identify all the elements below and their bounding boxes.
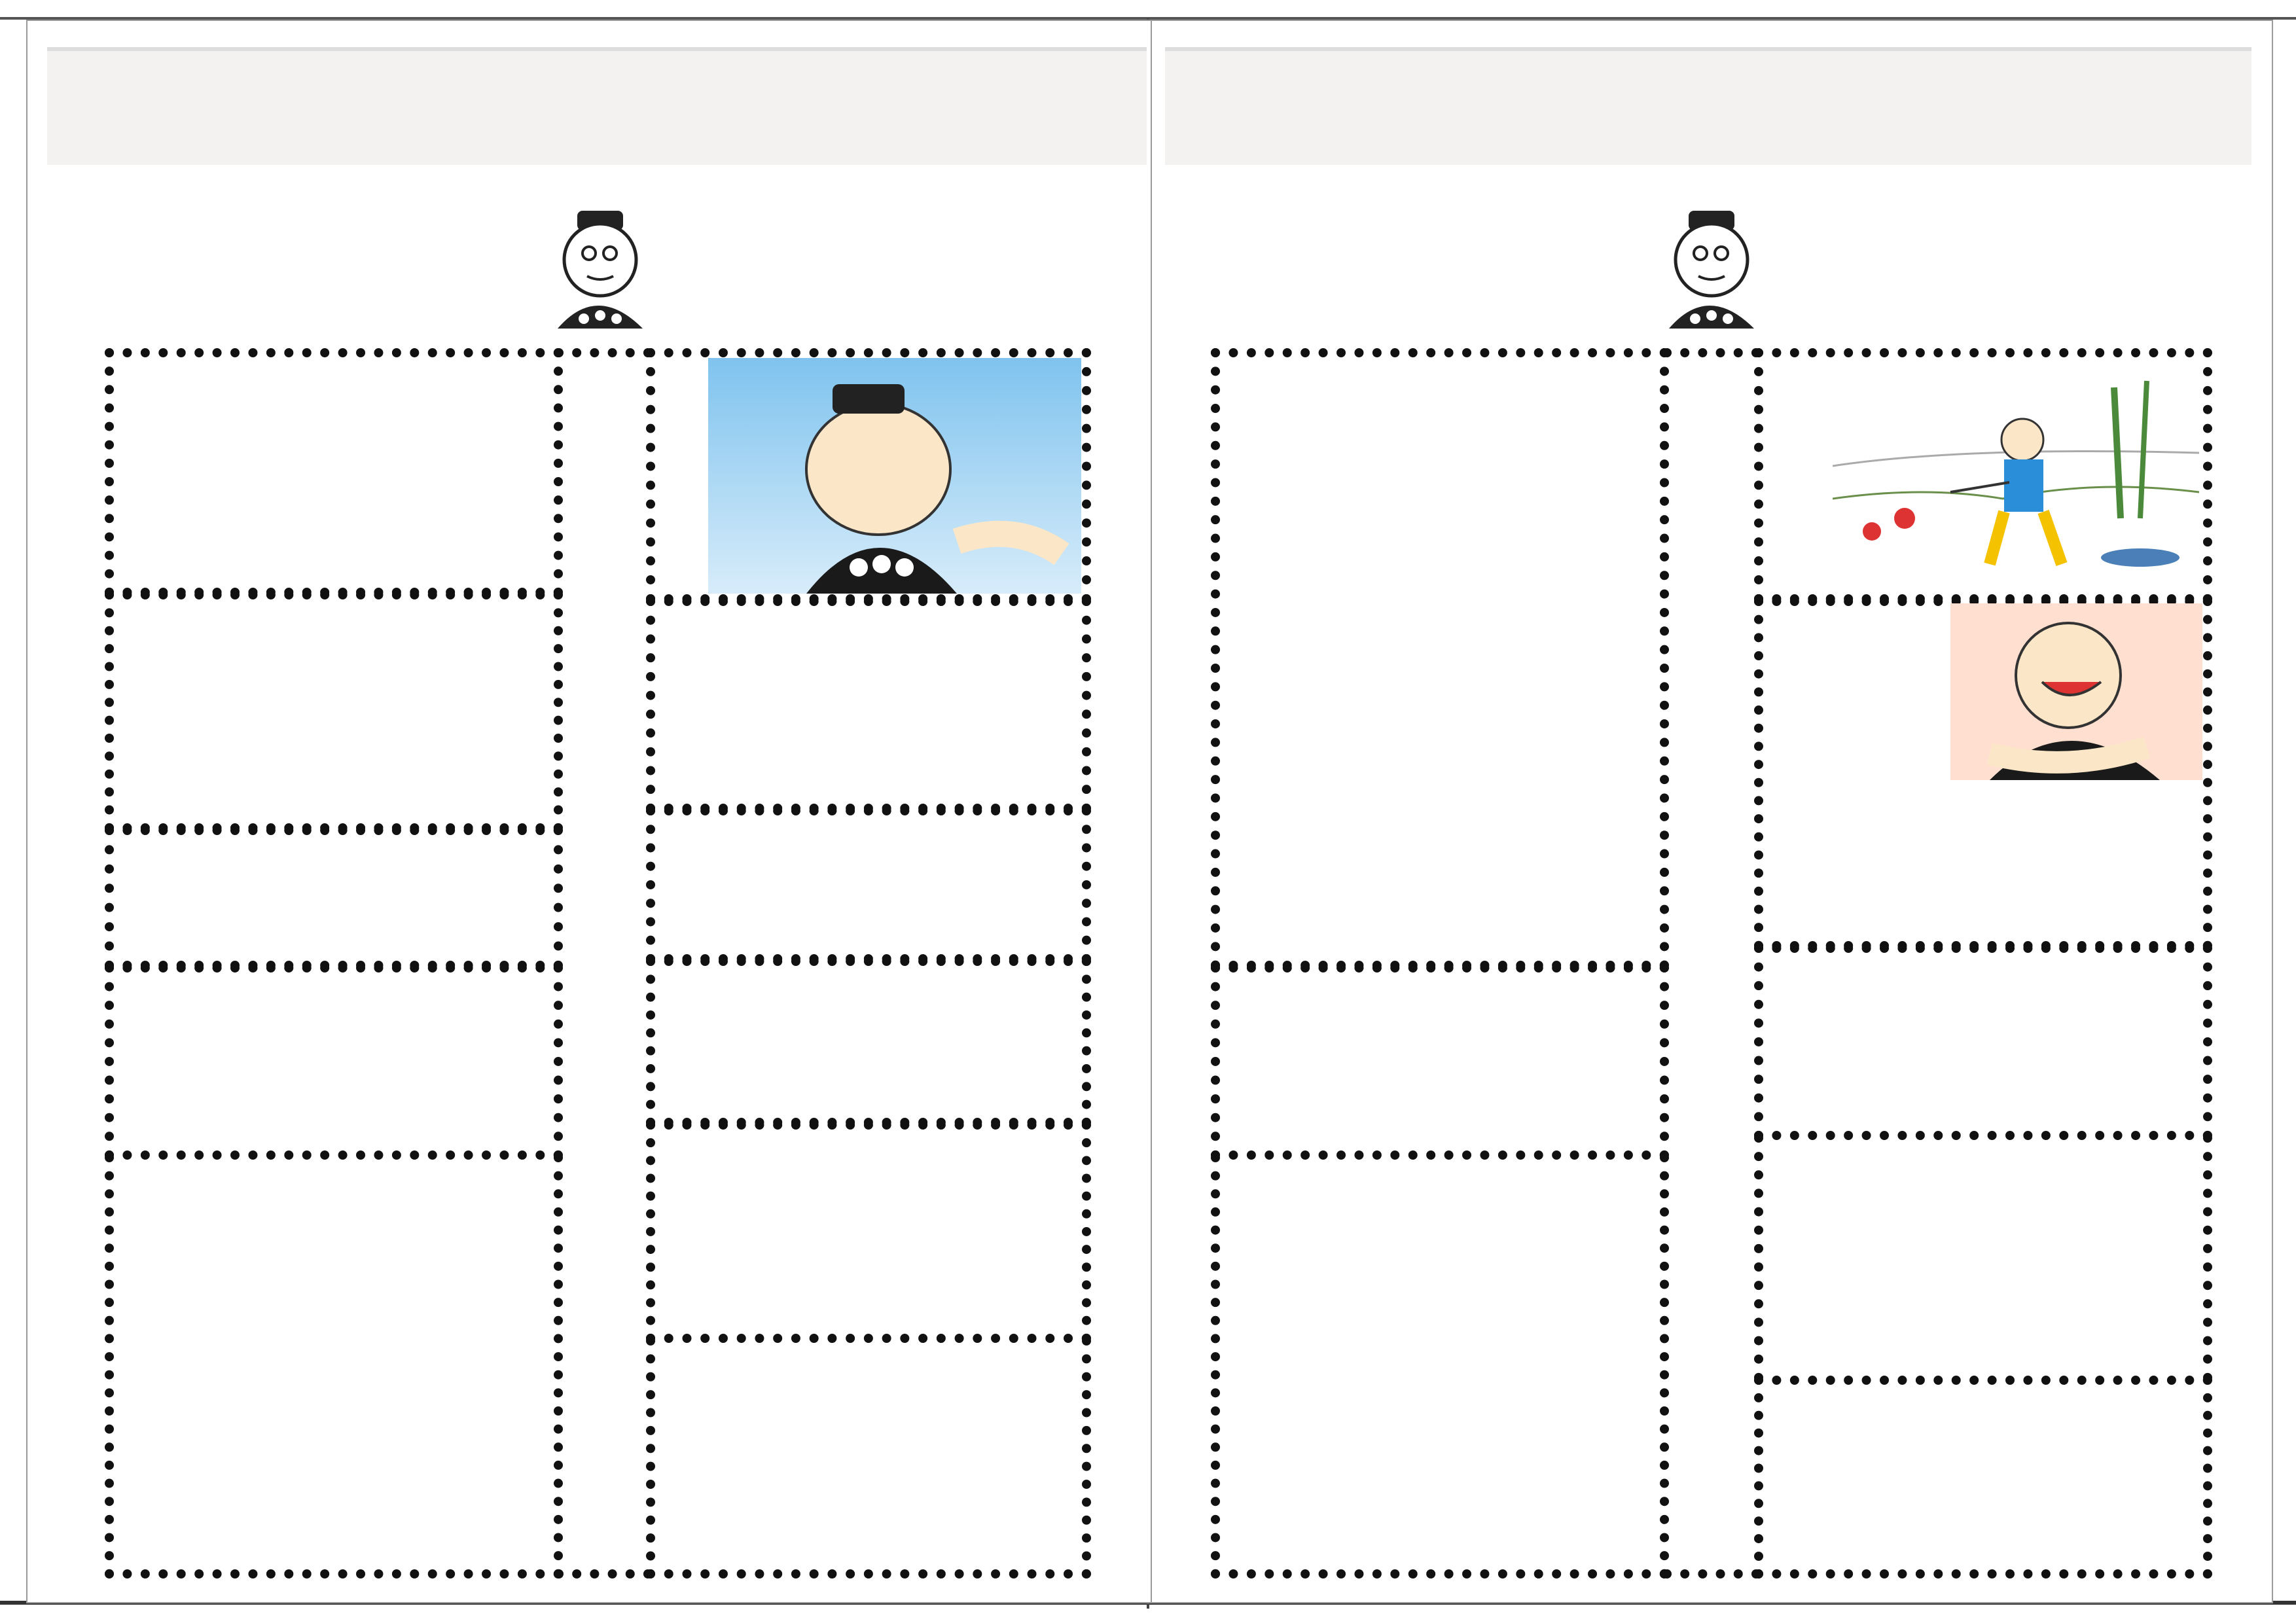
panel-title xyxy=(1165,47,2251,165)
brain-box xyxy=(646,806,1091,963)
riddle-box xyxy=(105,963,563,1160)
panel-title xyxy=(47,47,1147,165)
gold-figure-panel xyxy=(708,358,1081,594)
slogan-box xyxy=(554,348,653,1578)
position-rows xyxy=(1833,793,2199,944)
dead-figure-panel xyxy=(1950,603,2202,780)
poem-box xyxy=(1754,944,2212,1140)
six-code-grid xyxy=(1833,1441,2173,1559)
side-banner-right xyxy=(2207,217,2242,492)
dan-section xyxy=(119,361,551,584)
riddle-hints xyxy=(1518,986,1649,1150)
poem-box xyxy=(646,597,1091,813)
kill-king-section xyxy=(728,1133,1081,1330)
empty-box xyxy=(1211,1153,1669,1578)
panel-2 xyxy=(1151,20,2273,1603)
slogan-box xyxy=(1662,348,1761,1578)
predict-box xyxy=(646,957,1091,1127)
old-master-figure xyxy=(1643,198,1774,342)
old-master-figure xyxy=(531,198,662,342)
empty-box xyxy=(105,1153,563,1578)
panel-1 xyxy=(26,20,1158,1603)
position-kill-section xyxy=(119,597,551,819)
blank-box xyxy=(1754,1133,2212,1382)
archery-figure xyxy=(1833,368,2199,577)
side-banner-left xyxy=(1173,217,1208,492)
taihu-box xyxy=(646,1336,1091,1578)
side-banner-left xyxy=(68,217,103,492)
sum-span-section xyxy=(1224,355,1656,963)
recommend-box xyxy=(105,826,563,970)
